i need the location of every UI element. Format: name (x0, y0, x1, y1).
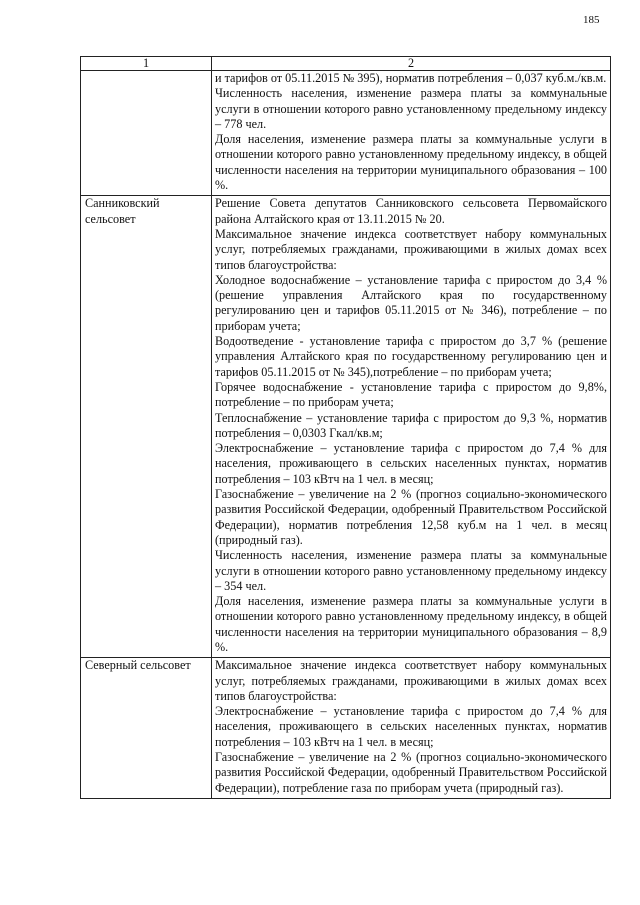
page-number: 185 (583, 14, 600, 26)
paragraph: Теплоснабжение – установление тарифа с приростом до 9,3 %, норматив потребления – 0,0303 Гкал/кв.м; (215, 410, 607, 440)
paragraph: Электроснабжение – установление тарифа с приростом до 7,4 % для населения, проживающего в сельских населенных пунктах, норматив потребления – 103 кВтч на 1 чел. в месяц; (215, 704, 607, 749)
paragraph: Газоснабжение – увеличение на 2 % (прогноз социально-экономического развития Российской Федерации, одобренный Правительством Российской Федерации), норматив потребления 12,58 куб.м на 1 чел. в месяц (природный газ). (215, 487, 607, 547)
paragraph: и тарифов от 05.11.2015 № 395), норматив потребления – 0,037 куб.м./кв.м. (215, 71, 607, 85)
paragraph: Решение Совета депутатов Санниковского сельсовета Первомайского района Алтайского края от 13.11.2015 № 20. (215, 196, 607, 226)
column-header-2: 2 (212, 57, 611, 71)
municipal-tariffs-table (80, 56, 611, 799)
paragraph: Максимальное значение индекса соответствует набору коммунальных услуг, потребляемых гражданами, проживающими в жилых домах всех типов благоустройства: (215, 226, 607, 272)
paragraph: Доля населения, изменение размера платы за коммунальные услуги в отношении которого равно установленному предельному индексу, в общей численности населения на территории муниципального образования – 8,9 %. (215, 594, 607, 654)
paragraph: Холодное водоснабжение – установление тарифа с приростом до 3,4 % (решение управления Алтайского края по государственному регулированию цен и тарифов 05.11.2015 от № 346), потребление – по приборам учета; (215, 272, 607, 333)
municipality-details (212, 658, 611, 799)
table-row-severny (81, 658, 611, 799)
paragraph: Максимальное значение индекса соответствует набору коммунальных услуг, потребляемых гражданами, проживающими в жилых домах всех типов благоустройства: (215, 658, 607, 703)
municipality-details (212, 71, 611, 196)
paragraph: Доля населения, изменение размера платы за коммунальные услуги в отношении которого равно установленному предельному индексу, в общей численности населения на территории муниципального образования – 100 %. (215, 132, 607, 193)
municipality-details (212, 196, 611, 658)
paragraph: Горячее водоснабжение - установление тарифа с приростом до 9,8%, потребление – по приборам учета; (215, 379, 607, 410)
paragraph: Водоотведение - установление тарифа с приростом до 3,7 % (решение управления Алтайского края по государственному регулированию цен и тарифов 05.11.2015 от № 345),потребление – по приборам учета; (215, 334, 607, 379)
table-row-continuation (81, 71, 611, 196)
paragraph: Численность населения, изменение размера платы за коммунальные услуги в отношении которого равно установленному предельному индексу – 354 чел. (215, 548, 607, 593)
paragraph: Численность населения, изменение размера платы за коммунальные услуги в отношении которого равно установленному предельному индексу – 778 чел. (215, 86, 607, 131)
table-row-sannikovsky (81, 196, 611, 658)
header-row (81, 57, 611, 71)
municipality-name: Санниковский сельсовет (81, 196, 212, 658)
municipality-name: Северный сельсовет (81, 658, 212, 799)
column-header-1: 1 (81, 57, 212, 71)
paragraph: Электроснабжение – установление тарифа с приростом до 7,4 % для населения, проживающего в сельских населенных пунктах, норматив потребления – 103 кВтч на 1 чел. в месяц; (215, 441, 607, 486)
paragraph: Газоснабжение – увеличение на 2 % (прогноз социально-экономического развития Российской Федерации, одобренный Правительством Российской Федерации), потребление газа по приборам учета (природный газ). (215, 750, 607, 795)
municipality-name (81, 71, 212, 196)
